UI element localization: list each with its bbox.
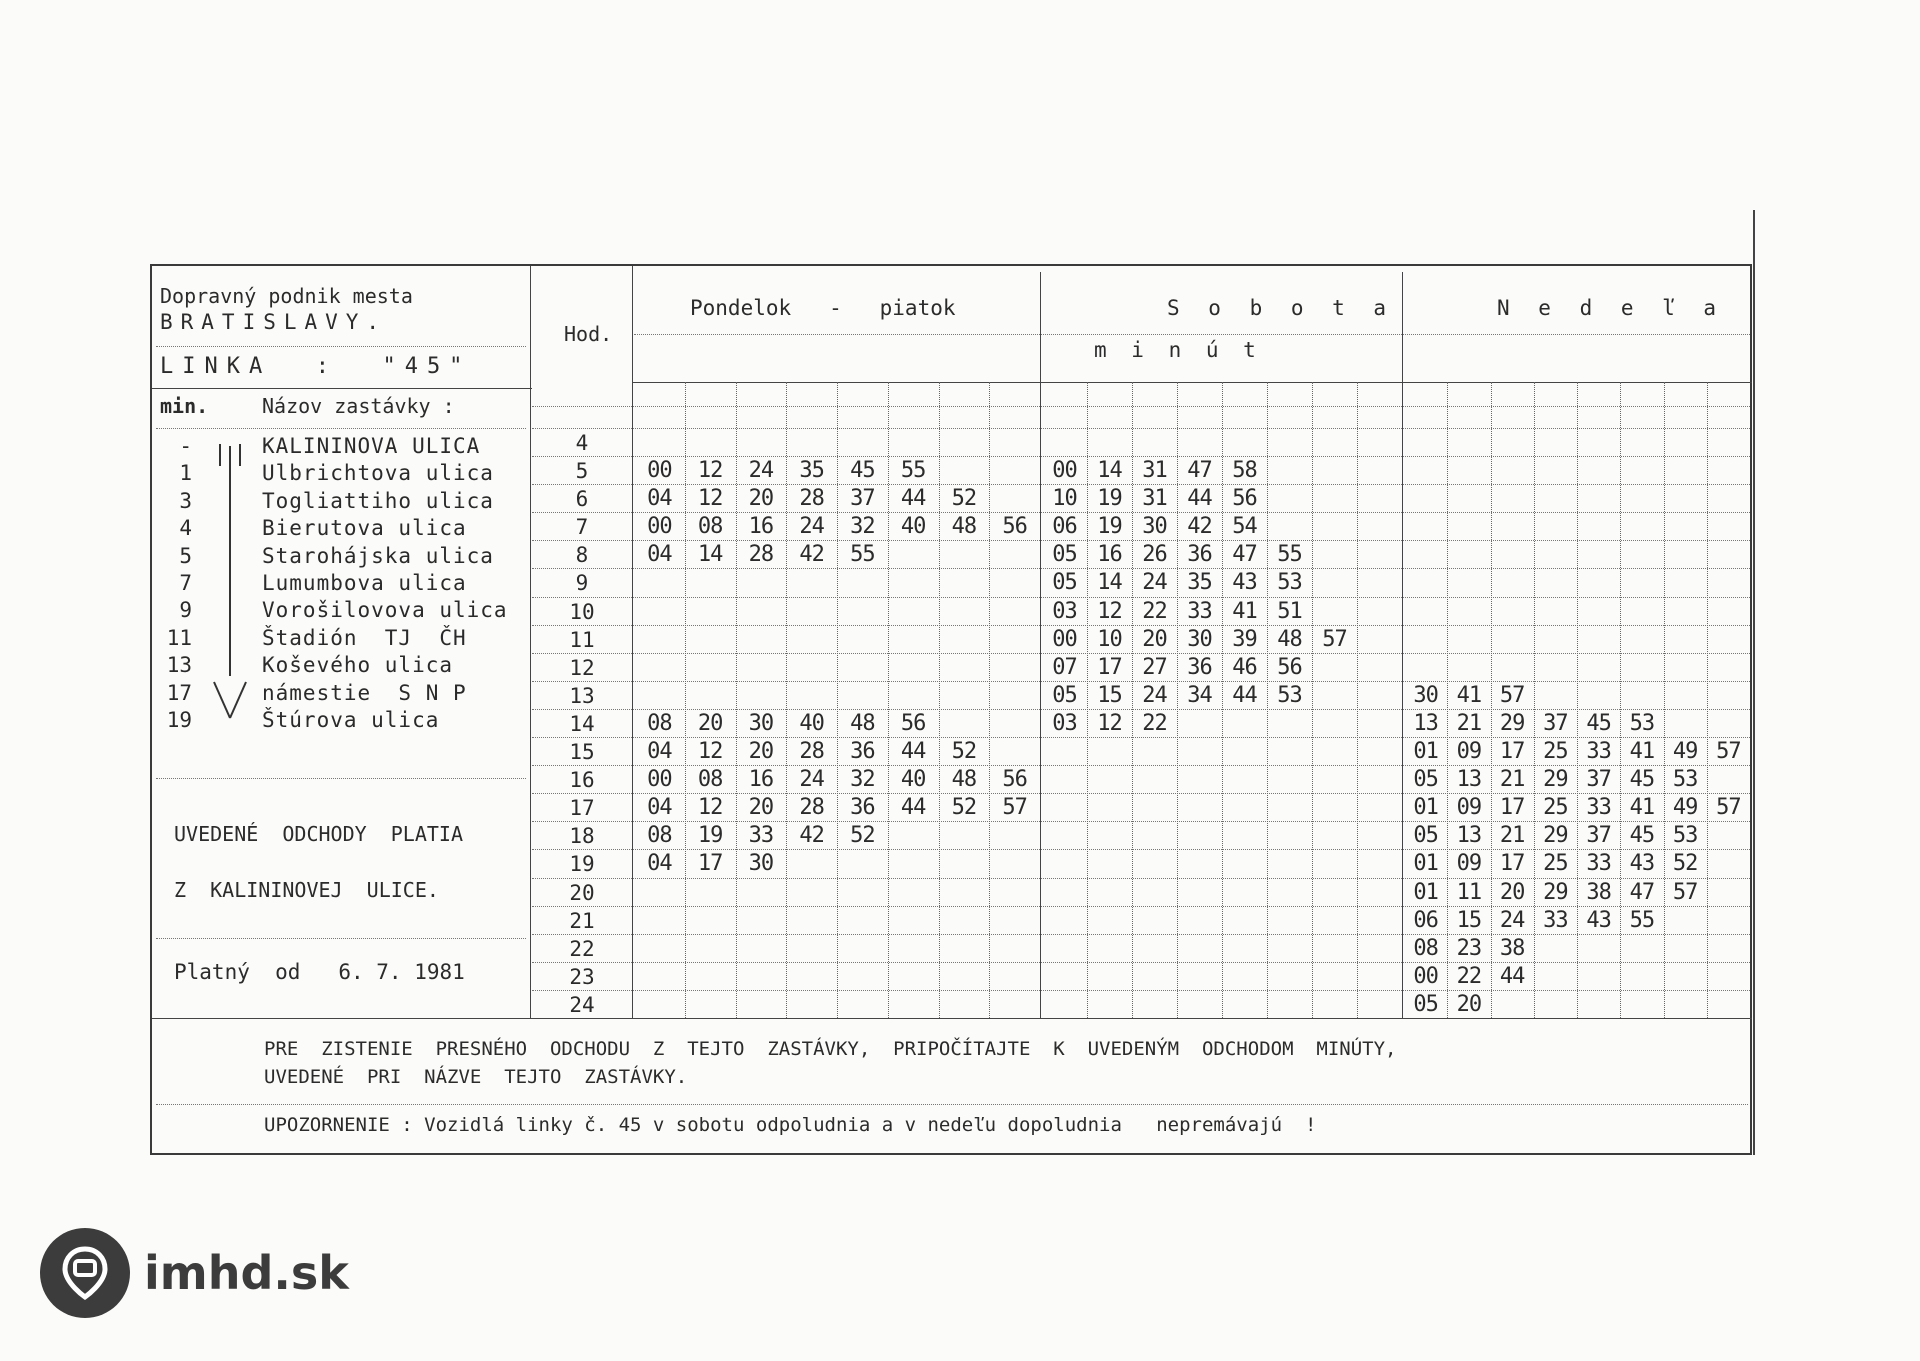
stop-name: Štadión TJ ČH	[262, 625, 467, 650]
departure-cell: 37	[850, 486, 875, 512]
departure-cell: 29	[1543, 767, 1568, 793]
stop-name: Ulbrichtova ulica	[262, 461, 494, 486]
minut-header: m i n ú t	[1094, 338, 1262, 362]
departure-cell: 19	[1097, 514, 1122, 540]
departure-cell: 10	[1097, 626, 1122, 652]
departure-cell: 41	[1232, 598, 1257, 624]
departure-cell: 29	[1543, 879, 1568, 905]
hour-label: 10	[569, 599, 595, 624]
hour-label: 12	[569, 655, 595, 680]
departure-cell: 54	[1232, 514, 1257, 540]
departure-cell: 56	[900, 710, 926, 736]
departure-cell: 21	[1499, 823, 1525, 849]
departure-cell: 20	[1456, 991, 1482, 1017]
hour-label: 5	[575, 459, 589, 484]
departure-cell: 45	[850, 458, 875, 484]
departure-cell: 35	[799, 458, 824, 484]
departure-cell: 00	[647, 767, 672, 793]
departure-cell: 36	[850, 795, 875, 821]
departure-cell: 12	[697, 795, 723, 821]
stop-minute: 3	[179, 488, 192, 513]
departure-cell: 08	[697, 767, 723, 793]
departure-cell: 04	[647, 486, 672, 512]
stop-minute: 11	[166, 625, 192, 650]
departure-cell: 28	[799, 795, 824, 821]
departure-cell: 33	[1187, 598, 1212, 624]
departure-cell: 26	[1142, 542, 1167, 568]
departure-cell: 32	[850, 514, 875, 540]
departure-cell: 58	[1232, 458, 1257, 484]
departure-cell: 46	[1232, 654, 1257, 680]
hour-label: 19	[569, 852, 595, 877]
departure-cell: 30	[748, 710, 774, 736]
departure-cell: 41	[1629, 795, 1655, 821]
departure-cell: 20	[1142, 626, 1167, 652]
departure-cell: 00	[647, 514, 672, 540]
logo-text: imhd.sk	[144, 1246, 349, 1300]
departure-cell: 20	[748, 795, 774, 821]
departure-cell: 08	[697, 514, 723, 540]
departure-cell: 51	[1277, 598, 1302, 624]
departure-cell: 53	[1672, 823, 1698, 849]
departure-cell: 00	[1052, 458, 1077, 484]
departure-cell: 31	[1142, 486, 1167, 512]
departure-cell: 20	[748, 486, 774, 512]
departure-cell: 17	[1499, 851, 1525, 877]
departure-cell: 24	[1499, 907, 1525, 933]
stop-minute: 13	[166, 653, 192, 678]
stop-name: Bierutova ulica	[262, 516, 467, 541]
departure-cell: 36	[1187, 542, 1212, 568]
departure-cell: 13	[1456, 823, 1482, 849]
departure-cell: 08	[647, 823, 672, 849]
departure-cell: 44	[1187, 486, 1212, 512]
direction-arrow-icon	[208, 436, 268, 722]
valid-note-1: UVEDENÉ ODCHODY PLATIA	[174, 822, 463, 846]
departure-cell: 04	[647, 795, 672, 821]
departure-cell: 21	[1456, 710, 1482, 736]
departure-cell: 56	[1277, 654, 1302, 680]
departure-cell: 53	[1277, 682, 1302, 708]
departure-cell: 39	[1232, 626, 1257, 652]
departure-cell: 12	[697, 458, 723, 484]
col-stop-header: Názov zastávky :	[262, 394, 455, 418]
departure-cell: 05	[1413, 767, 1438, 793]
col-min-header: min.	[160, 394, 209, 418]
departure-cell: 52	[951, 739, 977, 765]
departure-cell: 12	[1097, 710, 1122, 736]
departure-cell: 30	[1413, 682, 1438, 708]
departure-cell: 20	[748, 739, 774, 765]
departure-cell: 57	[1002, 795, 1027, 821]
departure-cell: 45	[1629, 767, 1655, 793]
stop-minute: 4	[179, 516, 192, 541]
departure-cell: 08	[1413, 935, 1438, 961]
departure-cell: 35	[1187, 570, 1212, 596]
departure-cell: 28	[799, 486, 824, 512]
departure-cell: 37	[1586, 823, 1611, 849]
departure-cell: 44	[900, 739, 926, 765]
departure-cell: 40	[799, 710, 824, 736]
departure-cell: 14	[1097, 570, 1122, 596]
departure-cell: 42	[799, 542, 824, 568]
valid-note-2: Z KALININOVEJ ULICE.	[174, 878, 439, 902]
stop-name: KALININOVA ULICA	[262, 434, 481, 458]
departure-cell: 52	[951, 795, 977, 821]
departure-cell: 01	[1413, 879, 1438, 905]
departure-cell: 09	[1456, 739, 1482, 765]
departure-cell: 12	[1097, 598, 1122, 624]
footer-note-1: PRE ZISTENIE PRESNÉHO ODCHODU Z TEJTO ZASTÁVKY, PRIPOČÍTAJTE K UVEDENÝM ODCHODOM MINÚTY,	[264, 1038, 1397, 1060]
departure-cell: 31	[1142, 458, 1167, 484]
weekday-header: Pondelok - piatok	[690, 296, 956, 320]
departure-cell: 19	[697, 823, 723, 849]
departure-cell: 43	[1232, 570, 1257, 596]
departure-cell: 57	[1499, 682, 1525, 708]
hour-label: 7	[575, 515, 589, 540]
departure-cell: 13	[1456, 767, 1482, 793]
valid-from: Platný od 6. 7. 1981	[174, 960, 465, 984]
stop-minute: -	[179, 434, 192, 458]
stop-minute: 9	[179, 598, 192, 623]
departure-cell: 17	[697, 851, 723, 877]
departure-cell: 17	[1499, 739, 1525, 765]
hour-label: 4	[575, 431, 589, 455]
departure-cell: 38	[1499, 935, 1525, 961]
departure-cell: 57	[1716, 739, 1741, 765]
company-city: BRATISLAVY.	[160, 310, 388, 334]
stop-minute: 5	[179, 543, 192, 568]
departure-cell: 03	[1052, 598, 1077, 624]
departure-cell: 34	[1187, 682, 1212, 708]
departure-cell: 24	[799, 514, 824, 540]
departure-cell: 33	[1586, 795, 1611, 821]
departure-cell: 48	[951, 767, 977, 793]
departure-cell: 17	[1499, 795, 1525, 821]
line-number: LINKA : "45"	[160, 354, 472, 379]
departure-cell: 10	[1052, 486, 1077, 512]
departure-cell: 09	[1456, 795, 1482, 821]
stop-name: Štúrova ulica	[262, 708, 440, 732]
stop-name: Vorošilovova ulica	[262, 598, 508, 623]
departure-cell: 44	[1232, 682, 1257, 708]
departure-cell: 05	[1052, 542, 1077, 568]
departure-cell: 06	[1413, 907, 1438, 933]
departure-cell: 32	[850, 767, 875, 793]
departure-cell: 29	[1499, 710, 1525, 736]
departure-cell: 01	[1413, 739, 1438, 765]
departure-cell: 05	[1052, 570, 1077, 596]
departure-cell: 05	[1413, 991, 1438, 1017]
departure-cell: 53	[1629, 710, 1655, 736]
saturday-header: S o b o t a	[1167, 296, 1395, 320]
departure-cell: 49	[1672, 739, 1698, 765]
stop-name: Koševého ulica	[262, 653, 454, 678]
hour-label: 8	[575, 543, 589, 568]
departure-cell: 16	[748, 767, 774, 793]
hour-label: 24	[569, 992, 595, 1017]
departure-cell: 05	[1052, 682, 1077, 708]
imhd-logo	[40, 1228, 349, 1318]
hour-label: 20	[569, 880, 595, 905]
departure-cell: 00	[1413, 963, 1438, 989]
departure-cell: 33	[1543, 907, 1568, 933]
departure-cell: 33	[1586, 851, 1611, 877]
departure-cell: 03	[1052, 710, 1077, 736]
hod-header: Hod.	[564, 322, 613, 346]
sunday-header: N e d e ľ a	[1497, 296, 1725, 320]
departure-cell: 30	[748, 851, 774, 877]
departure-cell: 56	[1002, 514, 1027, 540]
departure-cell: 55	[900, 458, 926, 484]
hour-label: 21	[569, 908, 595, 933]
departure-cell: 55	[1277, 542, 1302, 568]
departure-cell: 47	[1629, 879, 1655, 905]
bus-pin-icon	[40, 1228, 130, 1318]
departure-cell: 52	[850, 823, 875, 849]
departure-cell: 56	[1232, 486, 1257, 512]
departure-cell: 41	[1456, 682, 1482, 708]
departure-cell: 30	[1142, 514, 1167, 540]
departure-cell: 48	[850, 710, 875, 736]
stop-name: námestie S N P	[262, 680, 467, 705]
hour-label: 18	[569, 824, 595, 849]
departure-cell: 04	[647, 542, 672, 568]
footer-note-2: UVEDENÉ PRI NÁZVE TEJTO ZASTÁVKY.	[264, 1066, 688, 1088]
departure-cell: 06	[1052, 514, 1077, 540]
departure-cell: 40	[900, 767, 926, 793]
departure-cell: 27	[1142, 654, 1167, 680]
departure-cell: 56	[1002, 767, 1027, 793]
hour-label: 15	[569, 740, 595, 765]
departure-cell: 25	[1543, 795, 1568, 821]
departure-cell: 30	[1187, 626, 1212, 652]
departure-cell: 24	[1142, 570, 1167, 596]
departure-cell: 09	[1456, 851, 1482, 877]
departure-cell: 13	[1413, 710, 1438, 736]
departure-cell: 04	[647, 851, 672, 877]
departure-cell: 16	[1097, 542, 1122, 568]
departure-cell: 33	[748, 823, 774, 849]
departure-cell: 53	[1277, 570, 1302, 596]
company-name: Dopravný podnik mesta	[160, 284, 413, 308]
departure-cell: 49	[1672, 795, 1698, 821]
stop-name: Lumumbova ulica	[262, 571, 467, 595]
hour-label: 6	[575, 487, 589, 512]
departure-cell: 12	[697, 486, 723, 512]
departure-cell: 21	[1499, 767, 1525, 793]
departure-cell: 28	[799, 739, 824, 765]
departure-cell: 44	[1499, 963, 1525, 989]
departure-cell: 38	[1586, 879, 1611, 905]
timetable-sheet	[150, 264, 1752, 1155]
departure-cell: 17	[1097, 654, 1122, 680]
departure-cell: 47	[1232, 542, 1257, 568]
departure-cell: 47	[1187, 458, 1212, 484]
stop-name: Starohájska ulica	[262, 543, 494, 568]
departure-cell: 33	[1586, 739, 1611, 765]
departure-cell: 01	[1413, 851, 1438, 877]
hour-label: 16	[569, 768, 595, 793]
departure-cell: 29	[1543, 823, 1568, 849]
departure-cell: 42	[799, 823, 824, 849]
departure-cell: 22	[1456, 963, 1482, 989]
departure-cell: 36	[850, 739, 875, 765]
departure-cell: 20	[1499, 879, 1525, 905]
hour-label: 9	[575, 571, 589, 596]
departure-cell: 01	[1413, 795, 1438, 821]
departure-cell: 14	[1097, 458, 1122, 484]
hour-label: 23	[569, 964, 595, 989]
departure-cell: 48	[1277, 626, 1302, 652]
warning-note: UPOZORNENIE : Vozidlá linky č. 45 v sobotu odpoludnia a v nedeľu dopoludnia nepremávajú !	[264, 1114, 1317, 1136]
stop-minute: 1	[179, 461, 192, 486]
hour-label: 11	[569, 627, 595, 652]
departure-cell: 24	[1142, 682, 1167, 708]
departure-cell: 25	[1543, 851, 1568, 877]
hour-label: 14	[569, 711, 595, 736]
stop-minute: 7	[179, 571, 192, 595]
hour-label: 22	[569, 936, 595, 961]
departure-cell: 57	[1672, 879, 1698, 905]
departure-cell: 16	[748, 514, 774, 540]
departure-cell: 00	[1052, 626, 1077, 652]
departure-cell: 42	[1187, 514, 1212, 540]
departure-cell: 55	[850, 542, 875, 568]
departure-cell: 44	[900, 486, 926, 512]
departure-cell: 07	[1052, 654, 1077, 680]
departure-cell: 19	[1097, 486, 1122, 512]
departure-cell: 37	[1543, 710, 1568, 736]
departure-cell: 43	[1586, 907, 1611, 933]
departure-cell: 45	[1586, 710, 1611, 736]
departure-cell: 41	[1629, 739, 1655, 765]
departure-cell: 15	[1097, 682, 1122, 708]
departure-cell: 53	[1672, 767, 1698, 793]
departure-cell: 52	[951, 486, 977, 512]
departure-cell: 12	[697, 739, 723, 765]
stop-name: Togliattiho ulica	[262, 488, 494, 513]
departure-cell: 37	[1586, 767, 1611, 793]
departure-cell: 20	[697, 710, 723, 736]
departure-cell: 57	[1322, 626, 1347, 652]
stop-minute: 17	[166, 680, 192, 705]
departure-cell: 25	[1543, 739, 1568, 765]
departure-cell: 48	[951, 514, 977, 540]
departure-cell: 22	[1142, 710, 1167, 736]
departure-cell: 23	[1456, 935, 1482, 961]
hour-label: 17	[569, 796, 595, 821]
departure-cell: 43	[1629, 851, 1655, 877]
hour-label: 13	[569, 683, 595, 708]
departure-cell: 45	[1629, 823, 1655, 849]
departure-cell: 00	[647, 458, 672, 484]
departure-cell: 15	[1456, 907, 1482, 933]
departure-cell: 28	[748, 542, 774, 568]
departure-cell: 05	[1413, 823, 1438, 849]
departure-cell: 57	[1716, 795, 1741, 821]
departure-cell: 08	[647, 710, 672, 736]
departure-cell: 14	[697, 542, 723, 568]
stop-minute: 19	[166, 708, 192, 732]
departure-cell: 04	[647, 739, 672, 765]
departure-cell: 55	[1629, 907, 1655, 933]
departure-cell: 11	[1456, 879, 1482, 905]
departure-cell: 40	[900, 514, 926, 540]
departure-cell: 22	[1142, 598, 1167, 624]
departure-cell: 36	[1187, 654, 1212, 680]
departure-cell: 44	[900, 795, 926, 821]
departure-cell: 52	[1672, 851, 1698, 877]
departure-cell: 24	[799, 767, 824, 793]
edge-mark	[1753, 210, 1755, 1155]
departure-cell: 24	[748, 458, 774, 484]
